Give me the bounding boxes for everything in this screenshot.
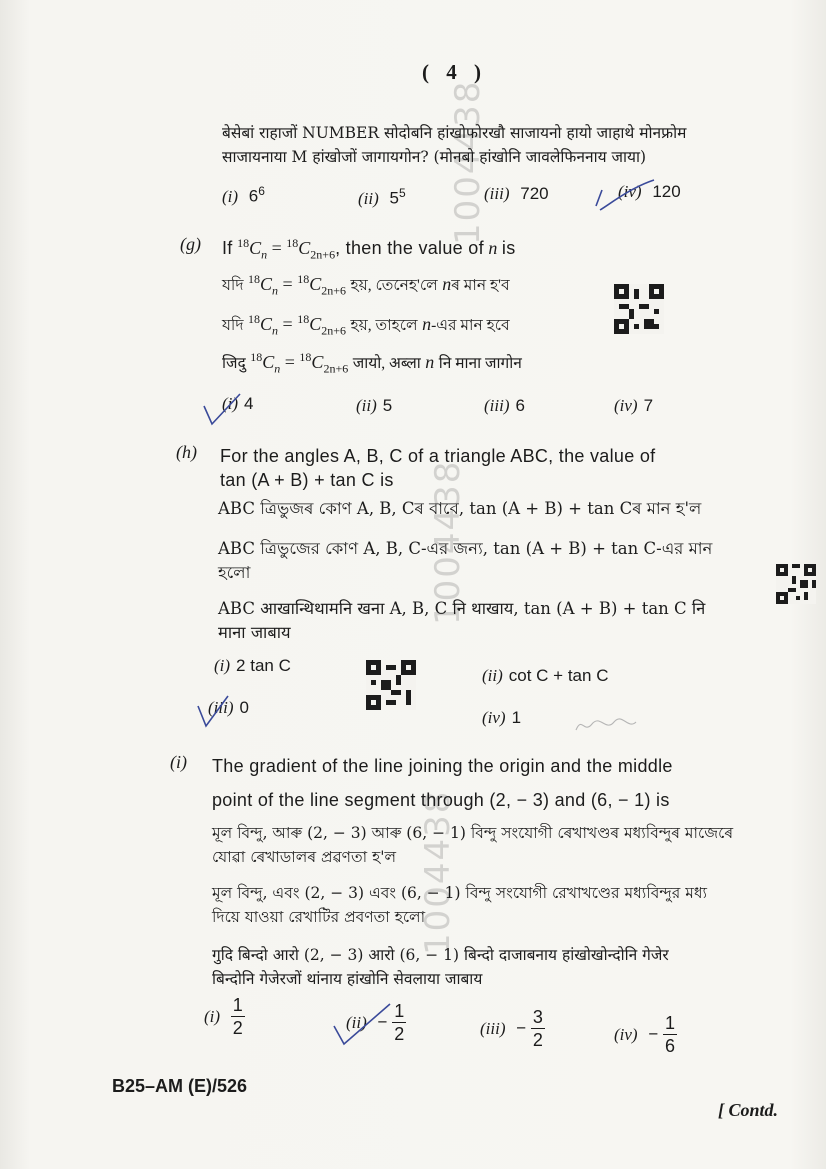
option-label: (iv) (482, 708, 506, 727)
option-label: (i) (204, 1006, 221, 1026)
option-label: (iii) (484, 396, 510, 415)
qr-code-icon (776, 564, 816, 604)
qg-as-post: হয়, তেনেহ'লে (350, 277, 438, 294)
continued-label: [ Contd. (718, 1100, 779, 1120)
pen-tick-mark-icon (200, 390, 250, 430)
qf-option-1 (222, 184, 265, 207)
eq-rhs-sup: 18 (299, 350, 312, 364)
qg-english (222, 236, 516, 263)
qg-en-end: is (501, 238, 516, 258)
qi-assamese-line1: মূল বিন্দু, আৰু (2, − 3) আৰু (6, − 1) বিন্দু সংযোগী ৰেখাখণ্ডৰ মধ্যবিন্দুৰ মাজেৰে (212, 824, 734, 842)
qg-option-4 (614, 396, 653, 416)
option-fraction (663, 1012, 677, 1057)
qh-bodo-line1: ABC आखान्थिथामनि खना A, B, C नि थाखाय, tan (A + B) + tan C नि (218, 599, 706, 618)
qg-bengali (222, 312, 510, 339)
option-sign: − (377, 1012, 388, 1032)
option-label: (iv) (618, 182, 642, 201)
paper-code: B25–AM (E)/526 (112, 1076, 248, 1096)
pen-tick-mark-icon (590, 176, 660, 216)
qg-bd-pre: जिदु (222, 355, 246, 372)
eq-lhs-sup: 18 (248, 272, 261, 286)
option-sign: − (648, 1024, 659, 1044)
option-label: (iii) (208, 698, 234, 717)
qh-english-line2: tan (A + B) + tan C is (220, 470, 394, 490)
option-label: (ii) (356, 396, 377, 415)
eq-lhs-base: C (260, 314, 273, 334)
eq-rhs-sup: 18 (297, 312, 310, 326)
fraction-denominator: 2 (532, 1030, 543, 1050)
qi-bengali-line2: দিয়ে যাওয়া রেখাটির প্রবণতা হলো (212, 908, 426, 926)
option-label: (i) (222, 394, 239, 413)
fraction-denominator: 2 (394, 1024, 405, 1044)
watermark-1: 1004438 (448, 79, 488, 245)
eq-lhs-sub: n (272, 283, 279, 298)
qi-bodo-line1: गुदि बिन्दो आरो (2, − 3) आरो (6, − 1) बिन्दो दाजाबनाय हांखोखोन्दोनि गेजेर (212, 946, 669, 964)
qi-option-1 (204, 994, 245, 1039)
eq-rhs-sup: 18 (286, 236, 299, 250)
eq-rhs-base: C (309, 314, 322, 334)
option-label: (ii) (482, 666, 503, 685)
qf-option-2 (358, 186, 406, 209)
eq-rhs-sup: 18 (297, 272, 310, 286)
qh-label: (h) (176, 442, 197, 462)
qf-option-3 (484, 184, 549, 204)
qr-code-icon (366, 660, 416, 710)
qh-english-line1: For the angles A, B, C of a triangle ABC, the value of (220, 446, 656, 466)
qi-english-line1: The gradient of the line joining the origin and the middle (212, 756, 673, 776)
eq-sign: = (284, 352, 295, 372)
qg-bodo (222, 350, 522, 377)
fraction-numerator: 1 (665, 1013, 676, 1033)
option-value: 5 (382, 396, 393, 415)
qf-bodo-line1: बेसेबां राहाजों NUMBER सोदोबनि हांखोफोरखौ साजायनो हायो जाहाथे मोनफ्रोम (222, 124, 687, 142)
option-fraction (531, 1006, 545, 1051)
pen-tick-mark-icon (330, 1000, 400, 1050)
eq-sign: = (282, 314, 293, 334)
eq-rhs-base: C (309, 274, 322, 294)
watermark-3: 1004438 (418, 789, 458, 955)
qg-en-post: , then the value of (335, 238, 484, 258)
option-value: 7 (643, 396, 654, 415)
option-value: 120 (652, 182, 681, 201)
qg-as-var: n (442, 274, 452, 294)
watermark-2: 1004438 (428, 459, 468, 625)
option-label: (ii) (358, 188, 379, 208)
option-value: 4 (244, 394, 254, 413)
qi-label: (i) (170, 752, 187, 772)
qg-assamese (222, 272, 510, 299)
qi-option-3 (480, 1006, 545, 1051)
option-value: 6 (248, 186, 259, 206)
fraction-denominator: 6 (665, 1036, 676, 1056)
option-label: (ii) (346, 1012, 367, 1032)
option-sign: − (516, 1018, 527, 1038)
qi-english-line2: point of the line segment through (2, − 3) and (6, − 1) is (212, 790, 670, 810)
qi-option-4 (614, 1012, 677, 1057)
qh-bengali-line2: হলো (218, 563, 251, 582)
option-value: 2 tan C (236, 656, 291, 675)
eq-lhs-base: C (260, 274, 273, 294)
qf-bodo-line2: साजायनाया M हांखोजों जागायगोन? (मोनबो हांखोनि जावलेफिननाय जाया) (222, 148, 647, 166)
eq-rhs-sub: 2n+6 (321, 323, 346, 338)
qg-bd-var: n (425, 352, 435, 372)
option-value: 720 (520, 184, 549, 203)
eq-rhs-base: C (298, 238, 311, 258)
eq-lhs-base: C (262, 352, 275, 372)
option-label: (iv) (614, 1024, 638, 1044)
fraction-numerator: 1 (394, 1001, 405, 1021)
option-value: 5 (389, 188, 399, 208)
eq-rhs-sub: 2n+6 (321, 283, 346, 298)
option-label: (i) (214, 656, 231, 675)
qg-en-pre: If (222, 238, 233, 258)
qh-bengali-line1: ABC ত্রিভুজের কোণ A, B, C-এর জন্য, tan (A + B) + tan C-এর মান (218, 539, 713, 558)
qg-as-end: ৰ মান হ'ব (451, 277, 510, 294)
qh-bodo-line2: माना जाबाय (218, 623, 291, 642)
eq-lhs-base: C (249, 238, 262, 258)
qh-option-1 (214, 656, 291, 676)
eq-lhs-sub: n (272, 323, 279, 338)
eq-lhs-sup: 18 (250, 350, 263, 364)
qi-bengali-line1: মূল বিন্দু, এবং (2, − 3) এবং (6, − 1) বিন্দু সংযোগী রেখাখণ্ডের মধ্যবিন্দুর মধ্য (212, 884, 708, 902)
page-number: ( 4 ) (422, 60, 487, 84)
fraction-numerator: 3 (532, 1007, 543, 1027)
eq-lhs-sub: n (274, 361, 281, 376)
qg-en-var: n (488, 238, 498, 258)
qh-option-2 (482, 666, 608, 686)
option-label: (iii) (484, 184, 510, 203)
eq-sign: = (271, 238, 282, 258)
qg-as-pre: যদি (222, 277, 244, 294)
eq-rhs-base: C (311, 352, 324, 372)
qg-bn-var: n (422, 314, 432, 334)
qi-assamese-line2: যোৱা ৰেখাডালৰ প্ৰৱণতা হ'ল (212, 848, 397, 866)
eq-lhs-sup: 18 (237, 236, 250, 250)
qg-bd-end: नि माना जागोन (438, 355, 522, 372)
pencil-scribble-icon (570, 710, 640, 740)
option-label: (iv) (614, 396, 638, 415)
eq-rhs-sub: 2n+6 (323, 361, 349, 376)
option-value: 0 (239, 698, 249, 717)
option-label: (iii) (480, 1018, 506, 1038)
qg-bd-post: जायो, अब्ला (352, 355, 421, 372)
qg-option-3 (484, 396, 525, 416)
eq-lhs-sub: n (261, 247, 268, 262)
fraction-numerator: 1 (232, 995, 243, 1015)
qg-label: (g) (180, 234, 201, 254)
qr-code-icon (614, 284, 664, 334)
pen-tick-mark-icon (194, 692, 244, 732)
option-label: (i) (222, 186, 239, 206)
option-value: cot C + tan C (508, 666, 609, 685)
qh-option-4 (482, 708, 521, 728)
option-exponent: 5 (398, 186, 406, 200)
option-fraction (231, 994, 245, 1039)
option-value: 6 (515, 396, 525, 415)
qg-option-2 (356, 396, 392, 416)
qg-bn-end: -এর মান হবে (431, 317, 510, 334)
qg-bn-post: হয়, তাহলে (350, 317, 418, 334)
option-exponent: 6 (258, 184, 265, 198)
qh-assamese: ABC ত্ৰিভুজৰ কোণ A, B, Cৰ বাবে, tan (A + B) + tan Cৰ মান হ'ল (218, 499, 702, 518)
option-value: 1 (511, 708, 522, 727)
eq-sign: = (282, 274, 293, 294)
eq-rhs-sub: 2n+6 (310, 247, 336, 262)
eq-lhs-sup: 18 (248, 312, 261, 326)
fraction-denominator: 2 (232, 1018, 243, 1038)
qi-bodo-line2: बिन्दोनि गेजेरजों थांनाय हांखोनि सेवलाया जाबाय (212, 970, 483, 988)
qg-bn-pre: যদি (222, 317, 244, 334)
